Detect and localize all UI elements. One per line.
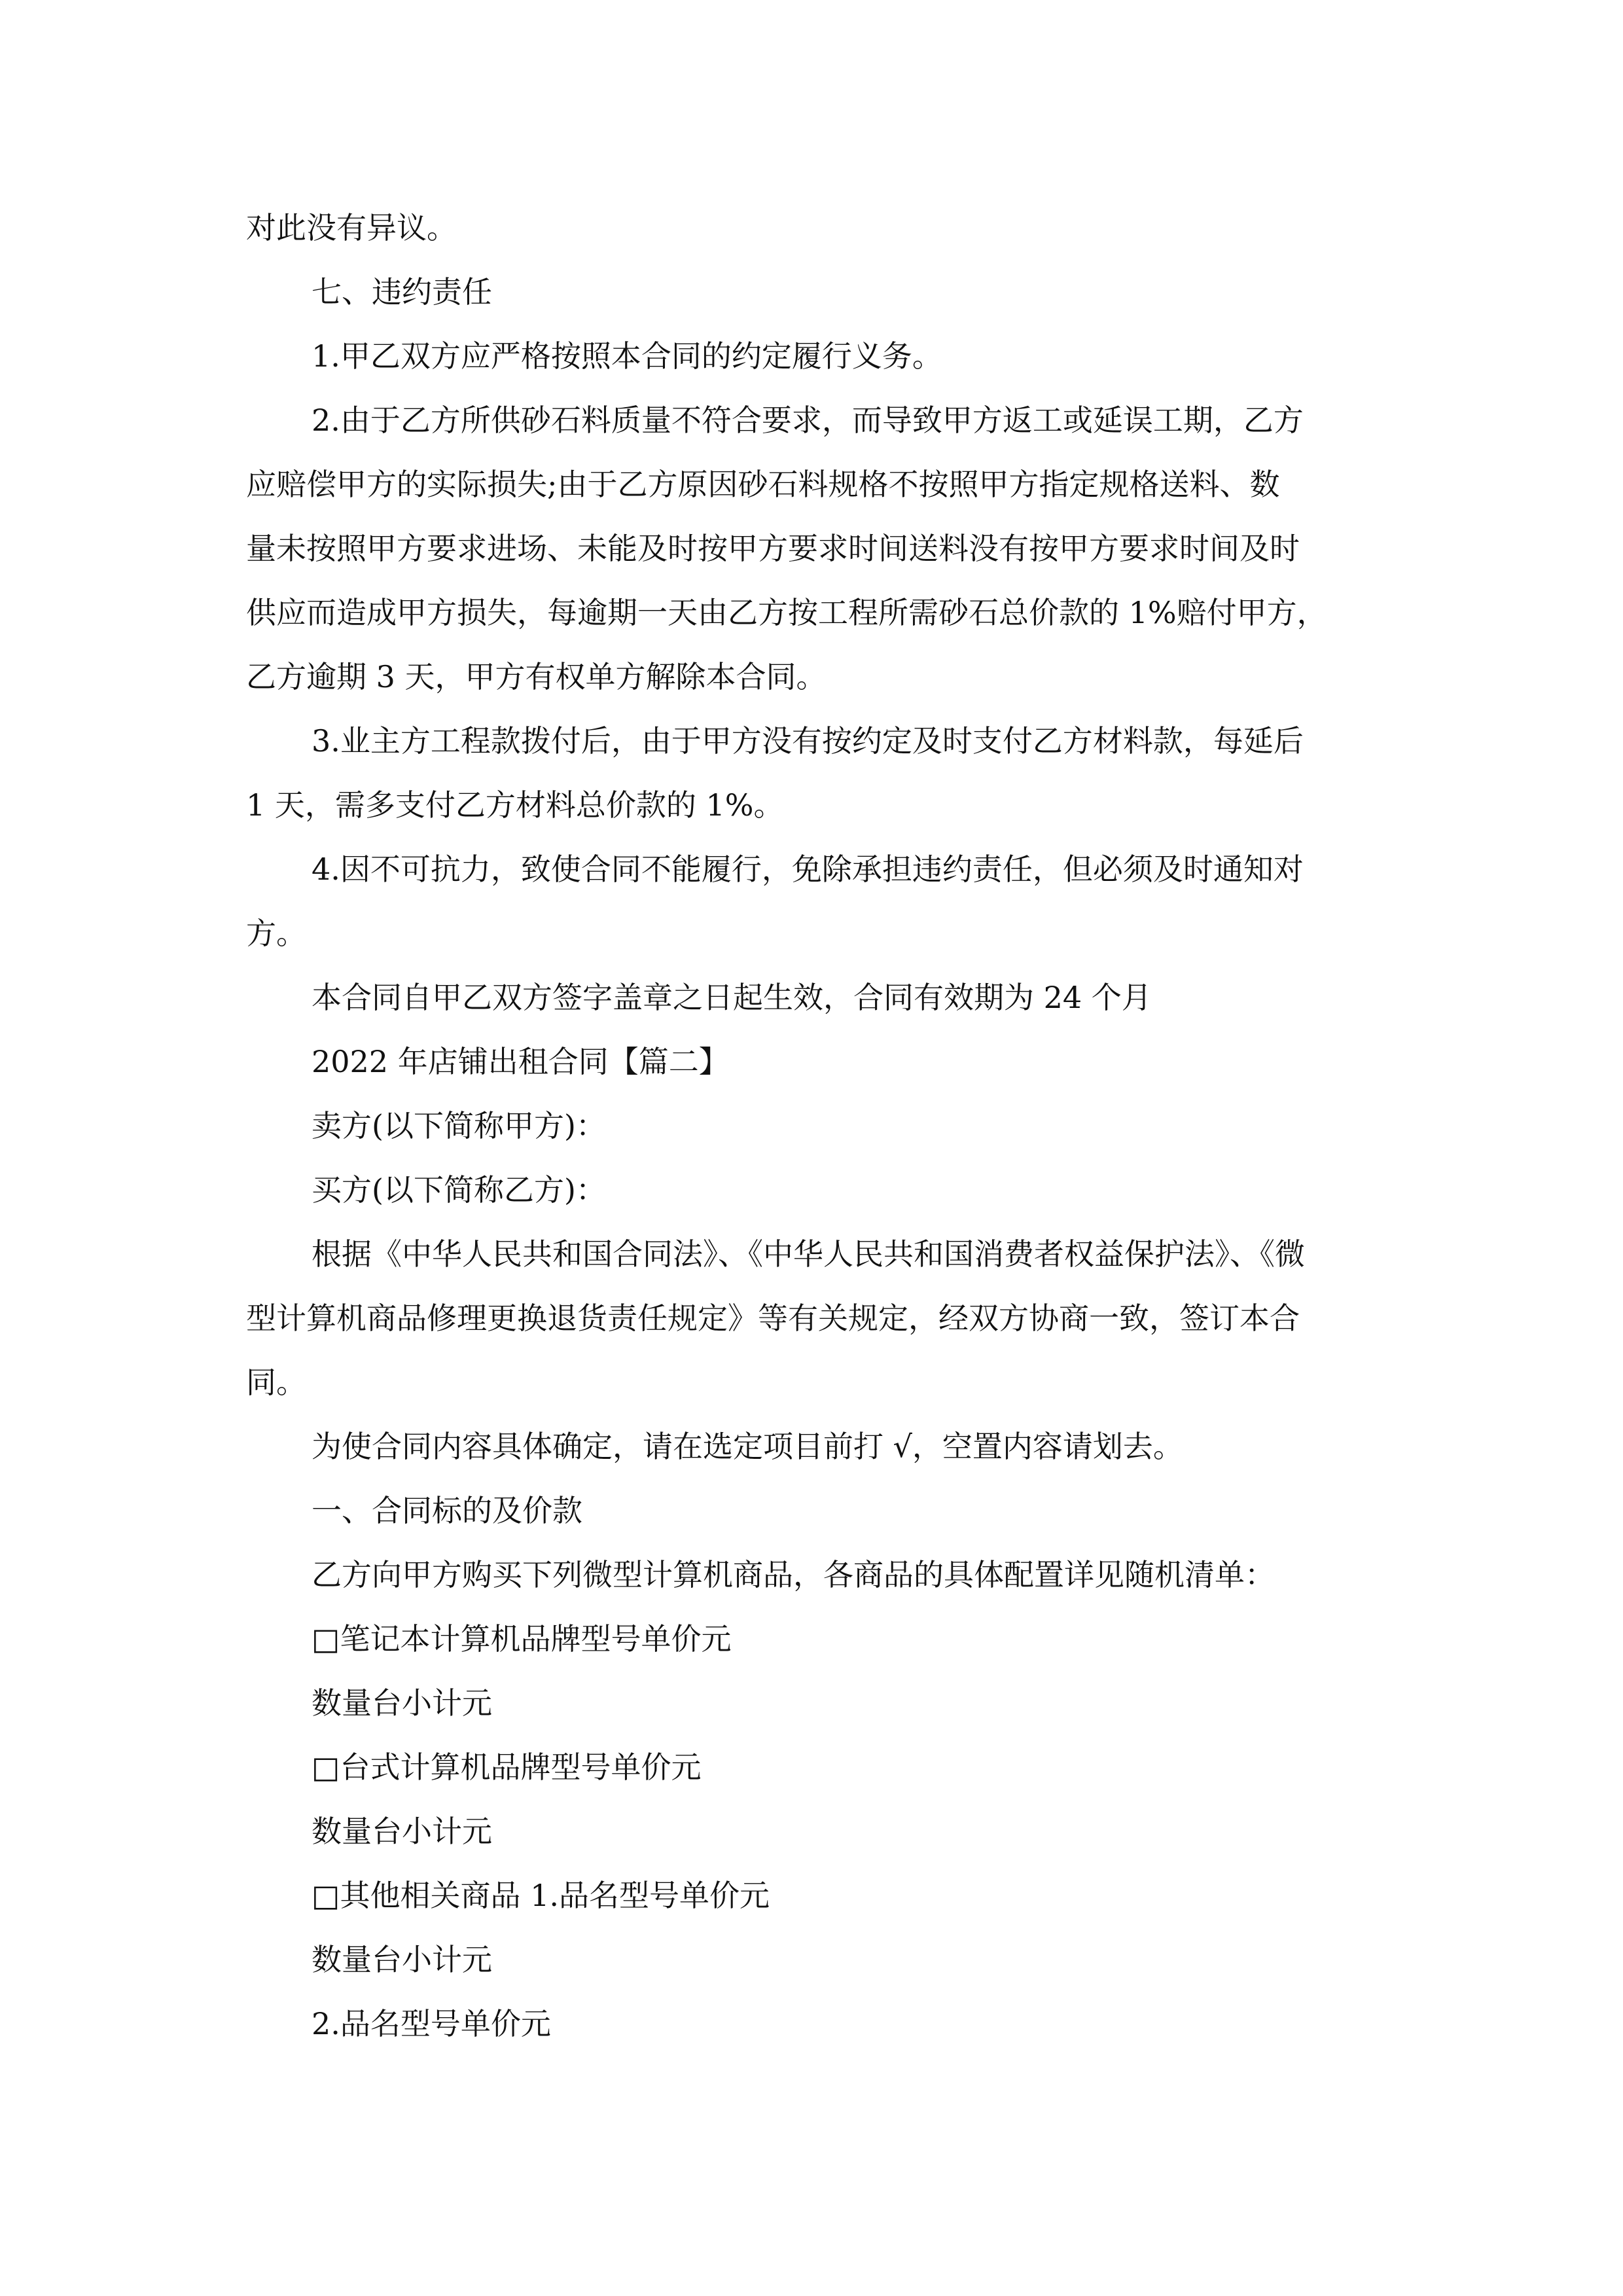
text-line: 同。	[246, 1365, 306, 1400]
text-line: 2.由于乙方所供砂石料质量不符合要求，而导致甲方返工或延误工期，乙方	[312, 403, 1304, 438]
text-line: 型计算机商品修理更换退货责任规定》等有关规定，经双方协商一致，签订本合	[246, 1300, 1300, 1336]
text-line: 2.品名型号单价元	[312, 2006, 551, 2041]
text-line: 本合同自甲乙双方签字盖章之日起生效，合同有效期为 24 个月	[312, 980, 1152, 1015]
text-line: 对此没有异议。	[246, 210, 457, 245]
text-line: 数量台小计元	[312, 1814, 492, 1849]
text-line: 根据《中华人民共和国合同法》、《中华人民共和国消费者权益保护法》、《微	[312, 1236, 1305, 1272]
section-heading: 一、合同标的及价款	[312, 1493, 582, 1528]
text-line: 应赔偿甲方的实际损失;由于乙方原因砂石料规格不按照甲方指定规格送料、数	[246, 467, 1280, 502]
text-line: 买方(以下简称乙方)：	[312, 1172, 606, 1208]
text-line: 1 天，需多支付乙方材料总价款的 1%。	[246, 787, 784, 823]
text-line: 为使合同内容具体确定，请在选定项目前打 √，空置内容请划去。	[312, 1429, 1183, 1464]
text-line: 方。	[246, 916, 306, 951]
text-line: 乙方逾期 3 天，甲方有权单方解除本合同。	[246, 659, 827, 694]
checkbox-line: □其他相关商品 1.品名型号单价元	[312, 1878, 770, 1913]
text-line: 1.甲乙双方应严格按照本合同的约定履行义务。	[312, 338, 942, 374]
text-line: 数量台小计元	[312, 1942, 492, 1977]
text-line: 卖方(以下简称甲方)：	[312, 1108, 606, 1143]
text-line: 量未按照甲方要求进场、未能及时按甲方要求时间送料没有按甲方要求时间及时	[246, 531, 1300, 566]
text-line: 乙方向甲方购买下列微型计算机商品，各商品的具体配置详见随机清单：	[312, 1557, 1275, 1592]
text-line: 供应而造成甲方损失，每逾期一天由乙方按工程所需砂石总价款的 1%赔付甲方，	[246, 595, 1327, 630]
text-line: 数量台小计元	[312, 1685, 492, 1721]
section-heading: 七、违约责任	[312, 274, 492, 310]
text-line: 3.业主方工程款拨付后，由于甲方没有按约定及时支付乙方材料款，每延后	[312, 723, 1304, 759]
checkbox-line: □台式计算机品牌型号单价元	[312, 1749, 702, 1785]
checkbox-line: □笔记本计算机品牌型号单价元	[312, 1621, 732, 1657]
section-title: 2022 年店铺出租合同【篇二】	[312, 1044, 729, 1079]
text-line: 4.因不可抗力，致使合同不能履行，免除承担违约责任，但必须及时通知对	[312, 852, 1304, 887]
